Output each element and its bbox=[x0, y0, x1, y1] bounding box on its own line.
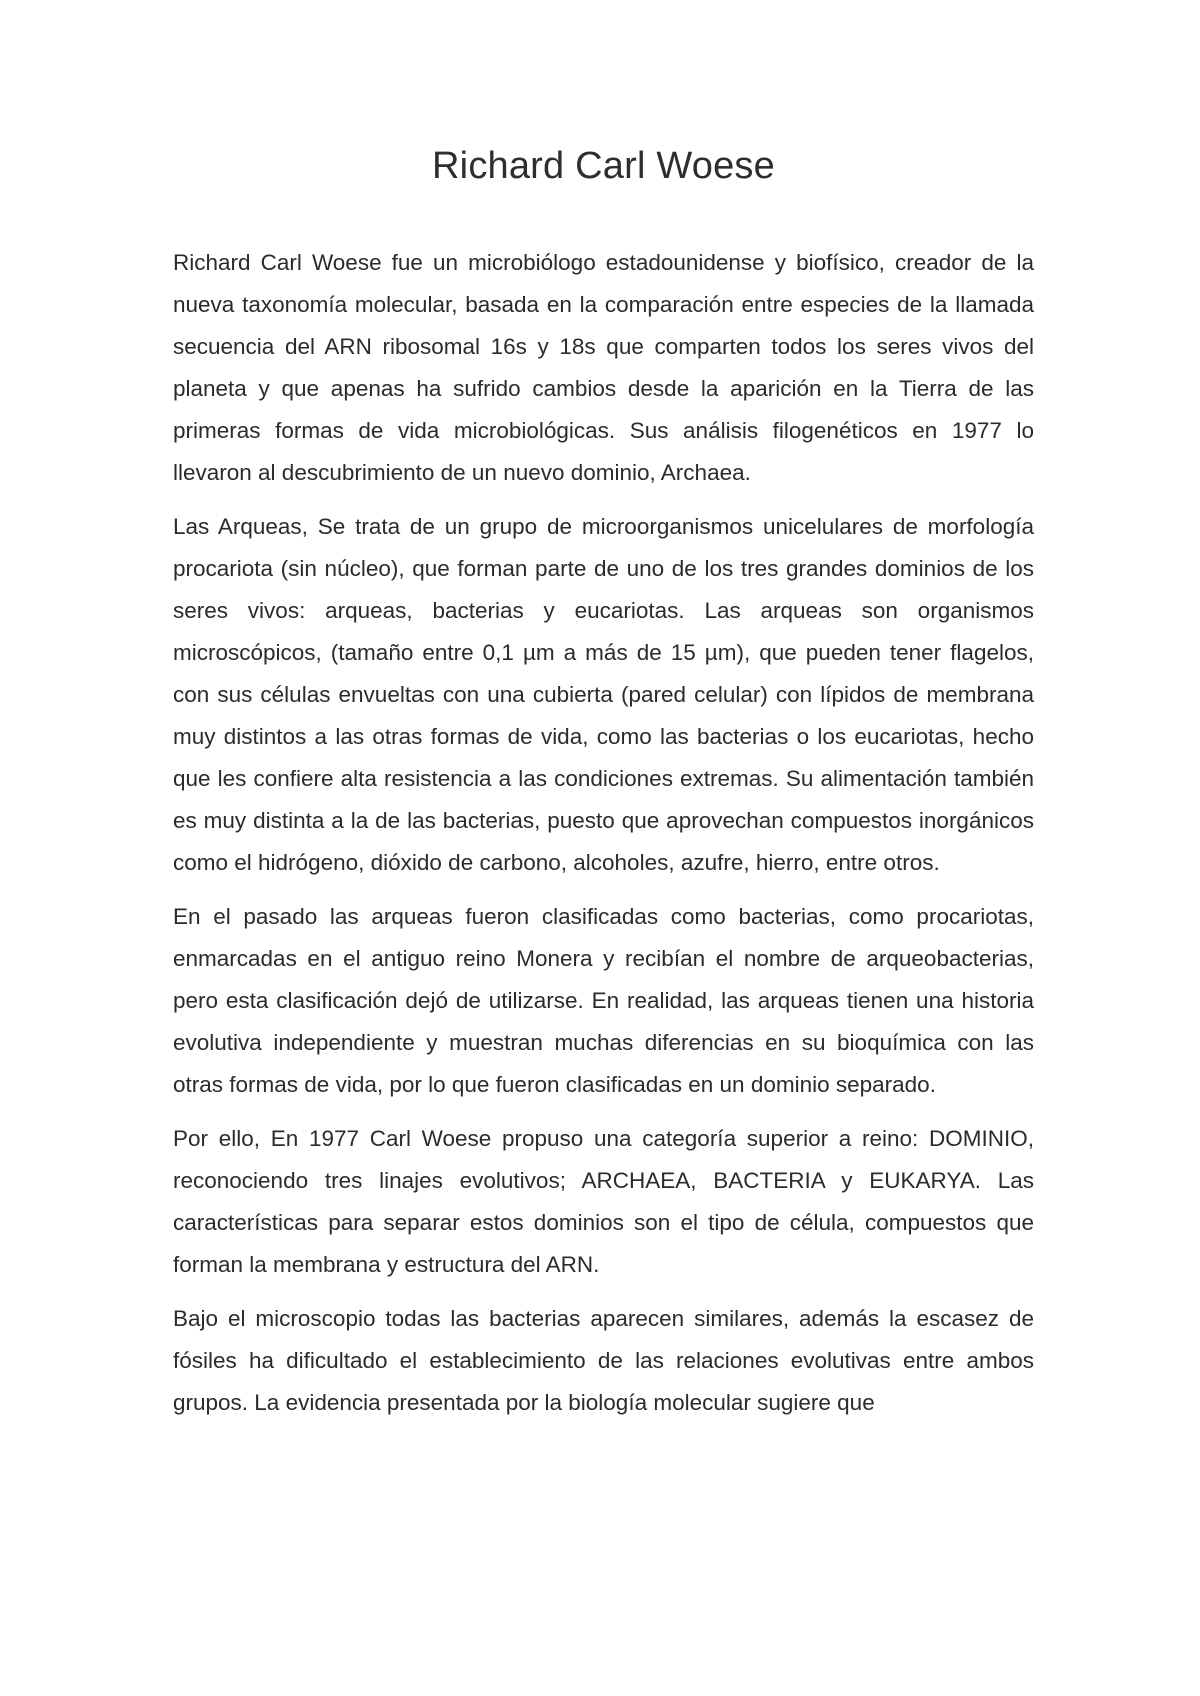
paragraph-microscopio: Bajo el microscopio todas las bacterias aparecen similares, además la escasez de fósiles ha dificultado el establecimiento de las relaciones evolutivas entre ambos grupos. La evidencia presentada por la biología molecular sugiere que bbox=[173, 1306, 1034, 1415]
paragraph-woese-bio: Richard Carl Woese fue un microbiólogo estadounidense y biofísico, creador de la nueva taxonomía molecular, basada en la comparación entre especies de la llamada secuencia del ARN ribosomal 16s y 18s que comparten todos los seres vivos del planeta y que apenas ha sufrido cambios desde la aparición en la Tierra de las primeras formas de vida microbiológicas. Sus análisis filogenéticos en 1977 lo llevaron al descubrimiento de un nuevo dominio, Archaea. bbox=[173, 250, 1034, 485]
document-title: Richard Carl Woese bbox=[432, 145, 775, 187]
paragraph-clasificacion: En el pasado las arqueas fueron clasificadas como bacterias, como procariotas, enmarcadas en el antiguo reino Monera y recibían el nombre de arqueobacterias, pero esta clasificación dejó de utilizarse. En realidad, las arqueas tienen una historia evolutiva independiente y muestran muchas diferencias en su bioquímica con las otras formas de vida, por lo que fueron clasificadas en un dominio separado. bbox=[173, 904, 1034, 1097]
paragraph-dominios: Por ello, En 1977 Carl Woese propuso una categoría superior a reino: DOMINIO, reconociendo tres linajes evolutivos; ARCHAEA, BACTERIA y EUKARYA. Las características para separar estos dominios son el tipo de célula, compuestos que forman la membrana y estructura del ARN. bbox=[173, 1126, 1034, 1277]
paragraph-arqueas: Las Arqueas, Se trata de un grupo de microorganismos unicelulares de morfología procariota (sin núcleo), que forman parte de uno de los tres grandes dominios de los seres vivos: arqueas, bacterias y eucariotas. Las arqueas son organismos microscópicos, (tamaño entre 0,1 µm a más de 15 µm), que pueden tener flagelos, con sus células envueltas con una cubierta (pared celular) con lípidos de membrana muy distintos a las otras formas de vida, como las bacterias o los eucariotas, hecho que les confiere alta resistencia a las condiciones extremas. Su alimentación también es muy distinta a la de las bacterias, puesto que aprovechan compuestos inorgánicos como el hidrógeno, dióxido de carbono, alcoholes, azufre, hierro, entre otros. bbox=[173, 514, 1034, 875]
